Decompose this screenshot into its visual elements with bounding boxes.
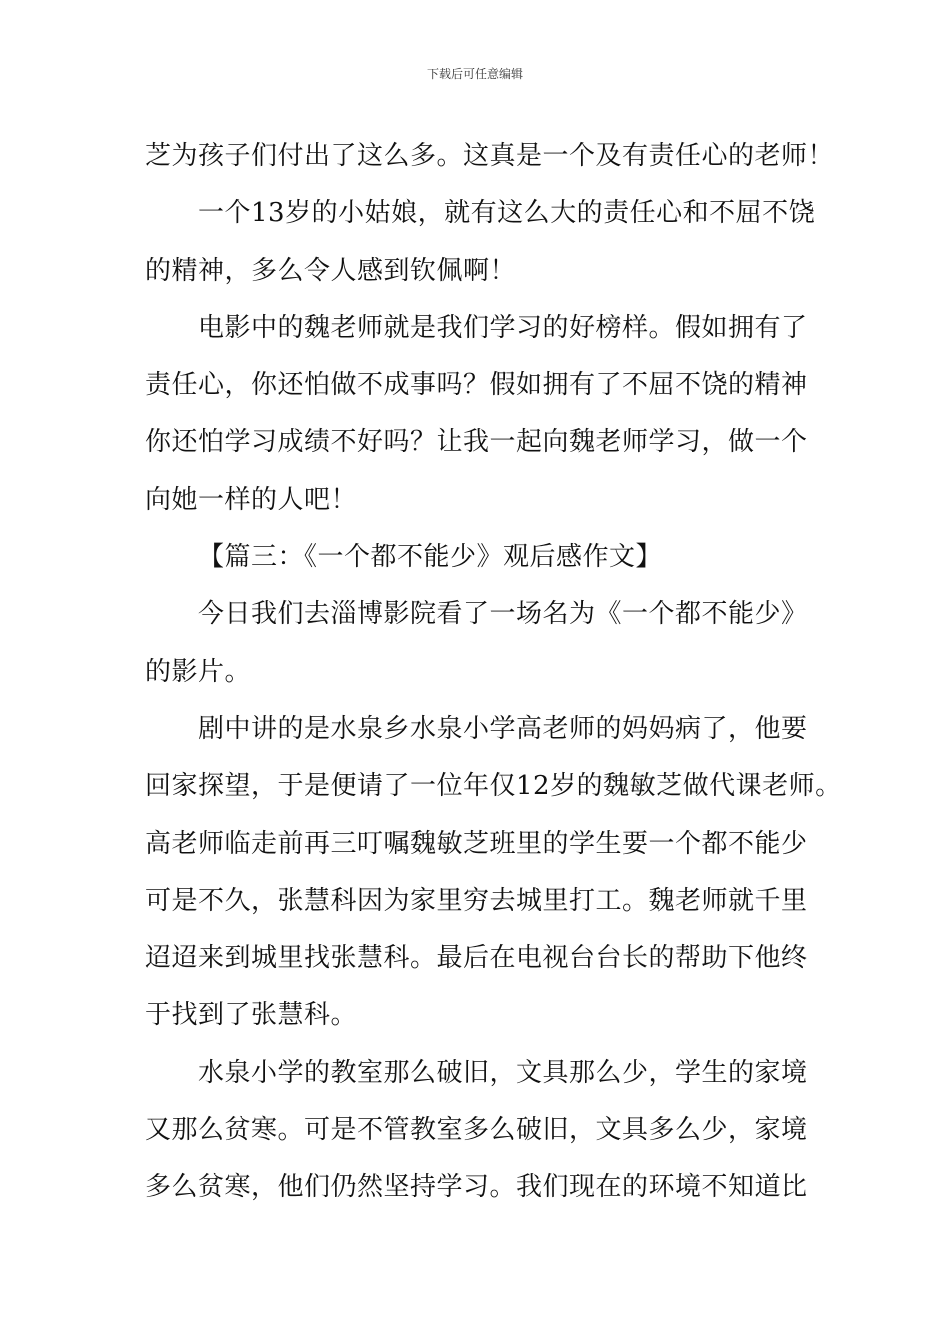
text-line: 回家探望，于是便请了一位年仅12岁的魏敏芝做代课老师。 xyxy=(145,771,842,802)
text-line: 你还怕学习成绩不好吗？让我一起向魏老师学习，做一个 xyxy=(145,427,808,458)
paragraph-start-line: 今日我们去淄博影院看了一场名为《一个都不能少》 xyxy=(198,599,808,630)
text-line: 多么贫寒，他们仍然坚持学习。我们现在的环境不知道比 xyxy=(145,1172,808,1203)
text-line: 迢迢来到城里找张慧科。最后在电视台台长的帮助下他终 xyxy=(145,943,808,974)
text-line: 高老师临走前再三叮嘱魏敏芝班里的学生要一个都不能少 xyxy=(145,828,808,859)
text-line: 的影片。 xyxy=(145,656,252,687)
text-line: 的精神，多么令人感到钦佩啊！ xyxy=(145,255,517,286)
section-heading: 【篇三：《一个都不能少》观后感作文】 xyxy=(198,542,663,573)
paragraph-start-line: 水泉小学的教室那么破旧，文具那么少，学生的家境 xyxy=(198,1057,808,1088)
text-line: 向她一样的人吧！ xyxy=(145,484,358,515)
paragraph-start-line: 电影中的魏老师就是我们学习的好榜样。假如拥有了 xyxy=(198,312,808,343)
text-line: 责任心，你还怕做不成事吗？假如拥有了不屈不饶的精神 xyxy=(145,370,808,401)
text-line: 芝为孩子们付出了这么多。这真是一个及有责任心的老师！ xyxy=(145,141,835,171)
paragraph-start-line: 一个13岁的小姑娘，就有这么大的责任心和不屈不饶 xyxy=(198,198,816,229)
text-line: 又那么贫寒。可是不管教室多么破旧，文具多么少，家境 xyxy=(145,1115,808,1146)
text-line: 可是不久，张慧科因为家里穷去城里打工。魏老师就千里 xyxy=(145,885,808,916)
paragraph-start-line: 剧中讲的是水泉乡水泉小学高老师的妈妈病了，他要 xyxy=(198,713,808,744)
page-header: 下载后可任意编辑 xyxy=(426,67,523,81)
document-body xyxy=(145,128,842,1217)
text-line: 于找到了张慧科。 xyxy=(145,1000,358,1031)
